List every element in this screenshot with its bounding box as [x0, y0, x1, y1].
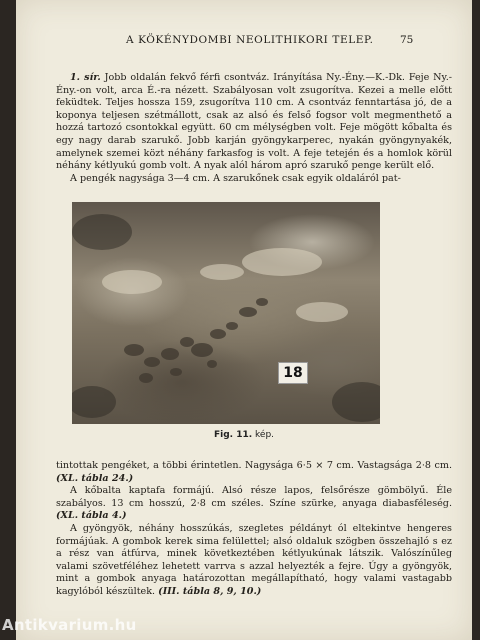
caption-word: kép. — [255, 430, 275, 440]
page-header — [16, 34, 472, 52]
excavation-photo — [72, 202, 380, 424]
plate-reference: (XL. tábla 24.) — [56, 472, 134, 484]
plate-reference: (XL. tábla 4.) — [56, 510, 127, 522]
paragraph-continuation — [56, 460, 452, 485]
paragraph-text: A kőbalta kaptafa formájú. Alsó része lapos, felsőrésze gömbölyű. Éle szabályos. 13 cm hosszú, 2·8 cm széles. Színe szürke, anyaga diabasféleség. — [56, 485, 452, 509]
figure-caption — [16, 430, 472, 440]
running-title: A KÖKÉNYDOMBI NEOLITHIKORI TELEP. — [126, 34, 374, 46]
grave-number-marker: 18 — [278, 362, 308, 384]
top-text-block — [56, 72, 452, 185]
paragraph-text: A gyöngyök, néhány hosszúkás, szegletes példányt ól eltekintve hengeres formájúak. A gombok kerek sima felülettel; alsó oldaluk szögben összehajló s ez a rész van átfúrva, minek következtében kétlyukúnak látszik. Valószínűleg valami szövetféléhez lehetett varrva s azzal helyezték a fejre. Úgy a gyöngyök, mint a gombok anyaga határozottan megállapítható, hogy valami vastagabb kagylóból készültek. — [56, 522, 452, 597]
paragraph-beads — [56, 523, 452, 599]
plate-reference: (III. tábla 8, 9, 10.) — [158, 585, 262, 597]
watermark: Antikvarium.hu — [2, 616, 137, 634]
paragraph-axe — [56, 485, 452, 523]
caption-label: Fig. 11. — [213, 430, 253, 440]
page-number: 75 — [400, 34, 414, 46]
photo-texture — [72, 202, 380, 424]
grave-label: 1. sír. — [70, 72, 101, 83]
book-page — [16, 0, 472, 640]
paragraph-grave-1 — [56, 72, 452, 173]
paragraph-blades — [56, 173, 452, 186]
bottom-text-block — [56, 460, 452, 599]
paragraph-text: Jobb oldalán fekvő férfi csontváz. Irányítása Ny.-Ény.—K.-Dk. Feje Ny.-Ény.-on volt, arca É.-ra nézett. Szabályosan volt zsugorítva. Kezei a melle előtt feküdtek. Teljes hossza 159, zsugorítva 110 cm. A csontváz fenntartása jó, de a koponya teljesen szétmállott, csak az alsó és felső fogsor volt megmenthető a hozzá tartozó csontokkal együtt. 60 cm mélységben volt. Feje mögött kőbalta és egy nagy darab szarukő. Jobb karján gyöngykarperec, nyakán gyöngynyakék, amelynek szemei közt néhány farkasfog is volt. A feje tetején és a homlok körül néhány kétlyukú gomb volt. A nyak alól három apró szarukő penge került elő. — [56, 72, 452, 172]
paragraph-text: tintottak pengéket, a többi érintetlen. Nagysága 6·5 × 7 cm. Vastagsága 2·8 cm. — [56, 460, 452, 471]
paragraph-text: A pengék nagysága 3—4 cm. A szarukőnek csak egyik oldaláról pat- — [70, 172, 401, 184]
